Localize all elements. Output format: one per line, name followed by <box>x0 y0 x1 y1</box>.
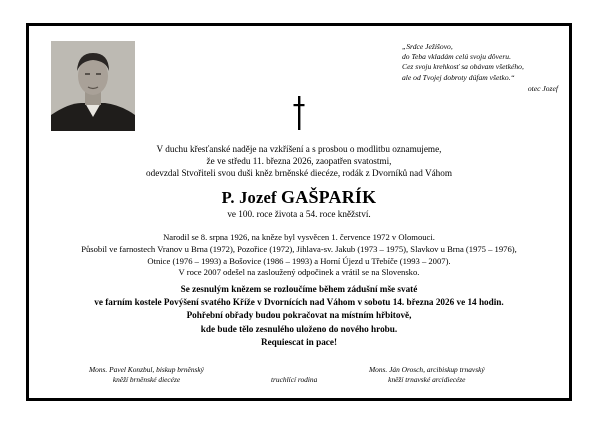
signature-right <box>369 365 485 386</box>
bio-line: Působil ve farnostech Vranov u Brna (1972), Pozořice (1972), Jihlava-sv. Jakub (1973 – 1975), Slavkov u Brna (1975 – 1976), <box>81 243 517 254</box>
announcement-line: odevzdal Stvořiteli svou duši kněz brněnské diecéze, rodák z Dvorníků nad Váhom <box>146 168 452 179</box>
announcement-line: že ve středu 11. března 2026, zaopatřen svatostmi, <box>206 156 392 167</box>
signature-line: Mons. Pavel Konzbul, biskup brněnský <box>89 365 204 374</box>
signature-line: Mons. Ján Orosch, arcibiskup trnavský <box>369 365 485 374</box>
deceased-name <box>29 187 569 208</box>
announcement-line: V duchu křesťanské naděje na vzkříšení a s prosbou o modlitbu oznamujeme, <box>156 144 442 154</box>
obituary-card <box>26 23 572 401</box>
portrait-image <box>51 41 135 131</box>
signature-line: kněží trnavské arcidiecéze <box>388 375 466 385</box>
quote-line: „Srdce Ježišovo, <box>402 42 453 51</box>
funeral-line: ve farním kostele Povýšení svatého Kříže v Dvornících nad Váhom v sobotu 14. března 2026 ve 14 hodin. <box>94 297 504 308</box>
age-line: ve 100. roce života a 54. roce kněžství. <box>227 209 371 219</box>
funeral-closing: Requiescat in pace! <box>260 336 338 347</box>
biography <box>29 232 569 279</box>
bio-line: Narodil se 8. srpna 1926, na kněze byl vysvěcen 1. července 1972 v Olomouci. <box>163 232 435 242</box>
signature-line: kněží brněnské diecéze <box>112 375 181 385</box>
bio-line: Otnice (1976 – 1993) a Bošovice (1986 – 1993) a Horní Újezd u Třebíče (1993 – 2007). <box>147 255 451 266</box>
bio-line: V roce 2007 odešel na zasloužený odpočinek a vrátil se na Slovensko. <box>178 267 420 278</box>
announcement <box>29 143 569 180</box>
quote-line: Cez svoju krehkosť sa obávam všetkého, <box>402 62 524 72</box>
signature-left <box>89 365 204 386</box>
quote-block <box>402 42 560 94</box>
funeral-line: kde bude tělo zesnulého uloženo do nového hrobu. <box>200 323 398 334</box>
deceased-first-name: P. Jozef <box>221 188 282 207</box>
cross-icon <box>293 96 305 130</box>
quote-line: do Teba vkladám celú svoju dôveru. <box>402 52 511 62</box>
portrait-photo <box>51 41 135 131</box>
funeral-info <box>29 283 569 349</box>
quote-author: otec Jozef <box>527 83 558 93</box>
deceased-surname: GAŠPARÍK <box>281 187 377 207</box>
funeral-line: Pohřební obřady budou pokračovat na místním hřbitově, <box>186 310 412 321</box>
quote-line: ale od Tvojej dobroty dúfam všetko.“ <box>402 72 515 82</box>
funeral-line: Se zesnulým knězem se rozloučíme během zádušní mše svaté <box>180 284 418 294</box>
signature-middle <box>271 365 317 386</box>
signature-line: truchlící rodina <box>271 375 318 385</box>
